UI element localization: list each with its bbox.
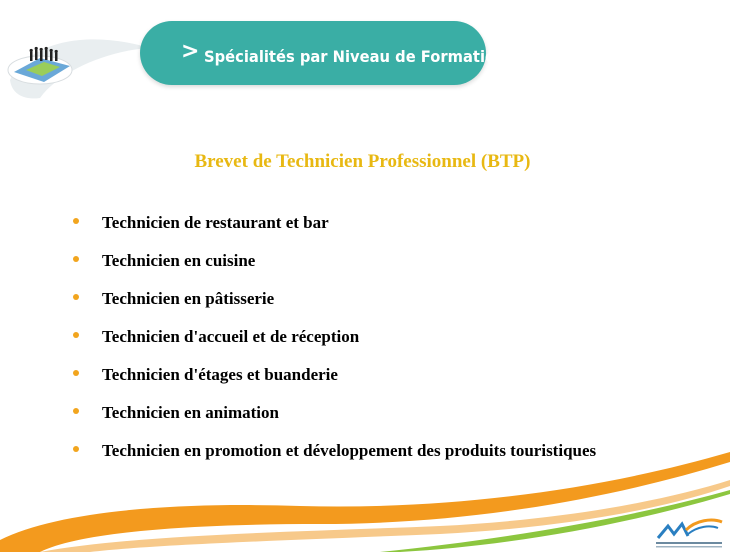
bullet-icon — [73, 370, 79, 376]
page-title: Spécialités par Niveau de Formation — [204, 47, 506, 66]
bullet-icon — [73, 408, 79, 414]
bullet-icon — [73, 332, 79, 338]
section-title: Brevet de Technicien Professionnel (BTP) — [194, 151, 531, 172]
list-item-text: Technicien en cuisine — [102, 251, 256, 270]
list-item-text: Technicien de restaurant et bar — [102, 213, 329, 232]
list-item-text: Technicien d'accueil et de réception — [102, 327, 360, 346]
list-item-text: Technicien en pâtisserie — [102, 289, 275, 308]
bullet-icon — [73, 256, 79, 262]
list-item-text: Technicien en animation — [102, 403, 279, 422]
bullet-icon — [73, 218, 79, 224]
people-logo-icon — [4, 40, 76, 88]
footer-wave-decoration — [0, 440, 730, 552]
list-item-text: Technicien en promotion et développement des produits touristiques — [102, 441, 597, 460]
bullet-icon — [73, 294, 79, 300]
chevron-right-icon: > — [181, 39, 200, 64]
list-item-text: Technicien d'étages et buanderie — [102, 365, 338, 384]
brand-logo-icon — [652, 516, 726, 550]
